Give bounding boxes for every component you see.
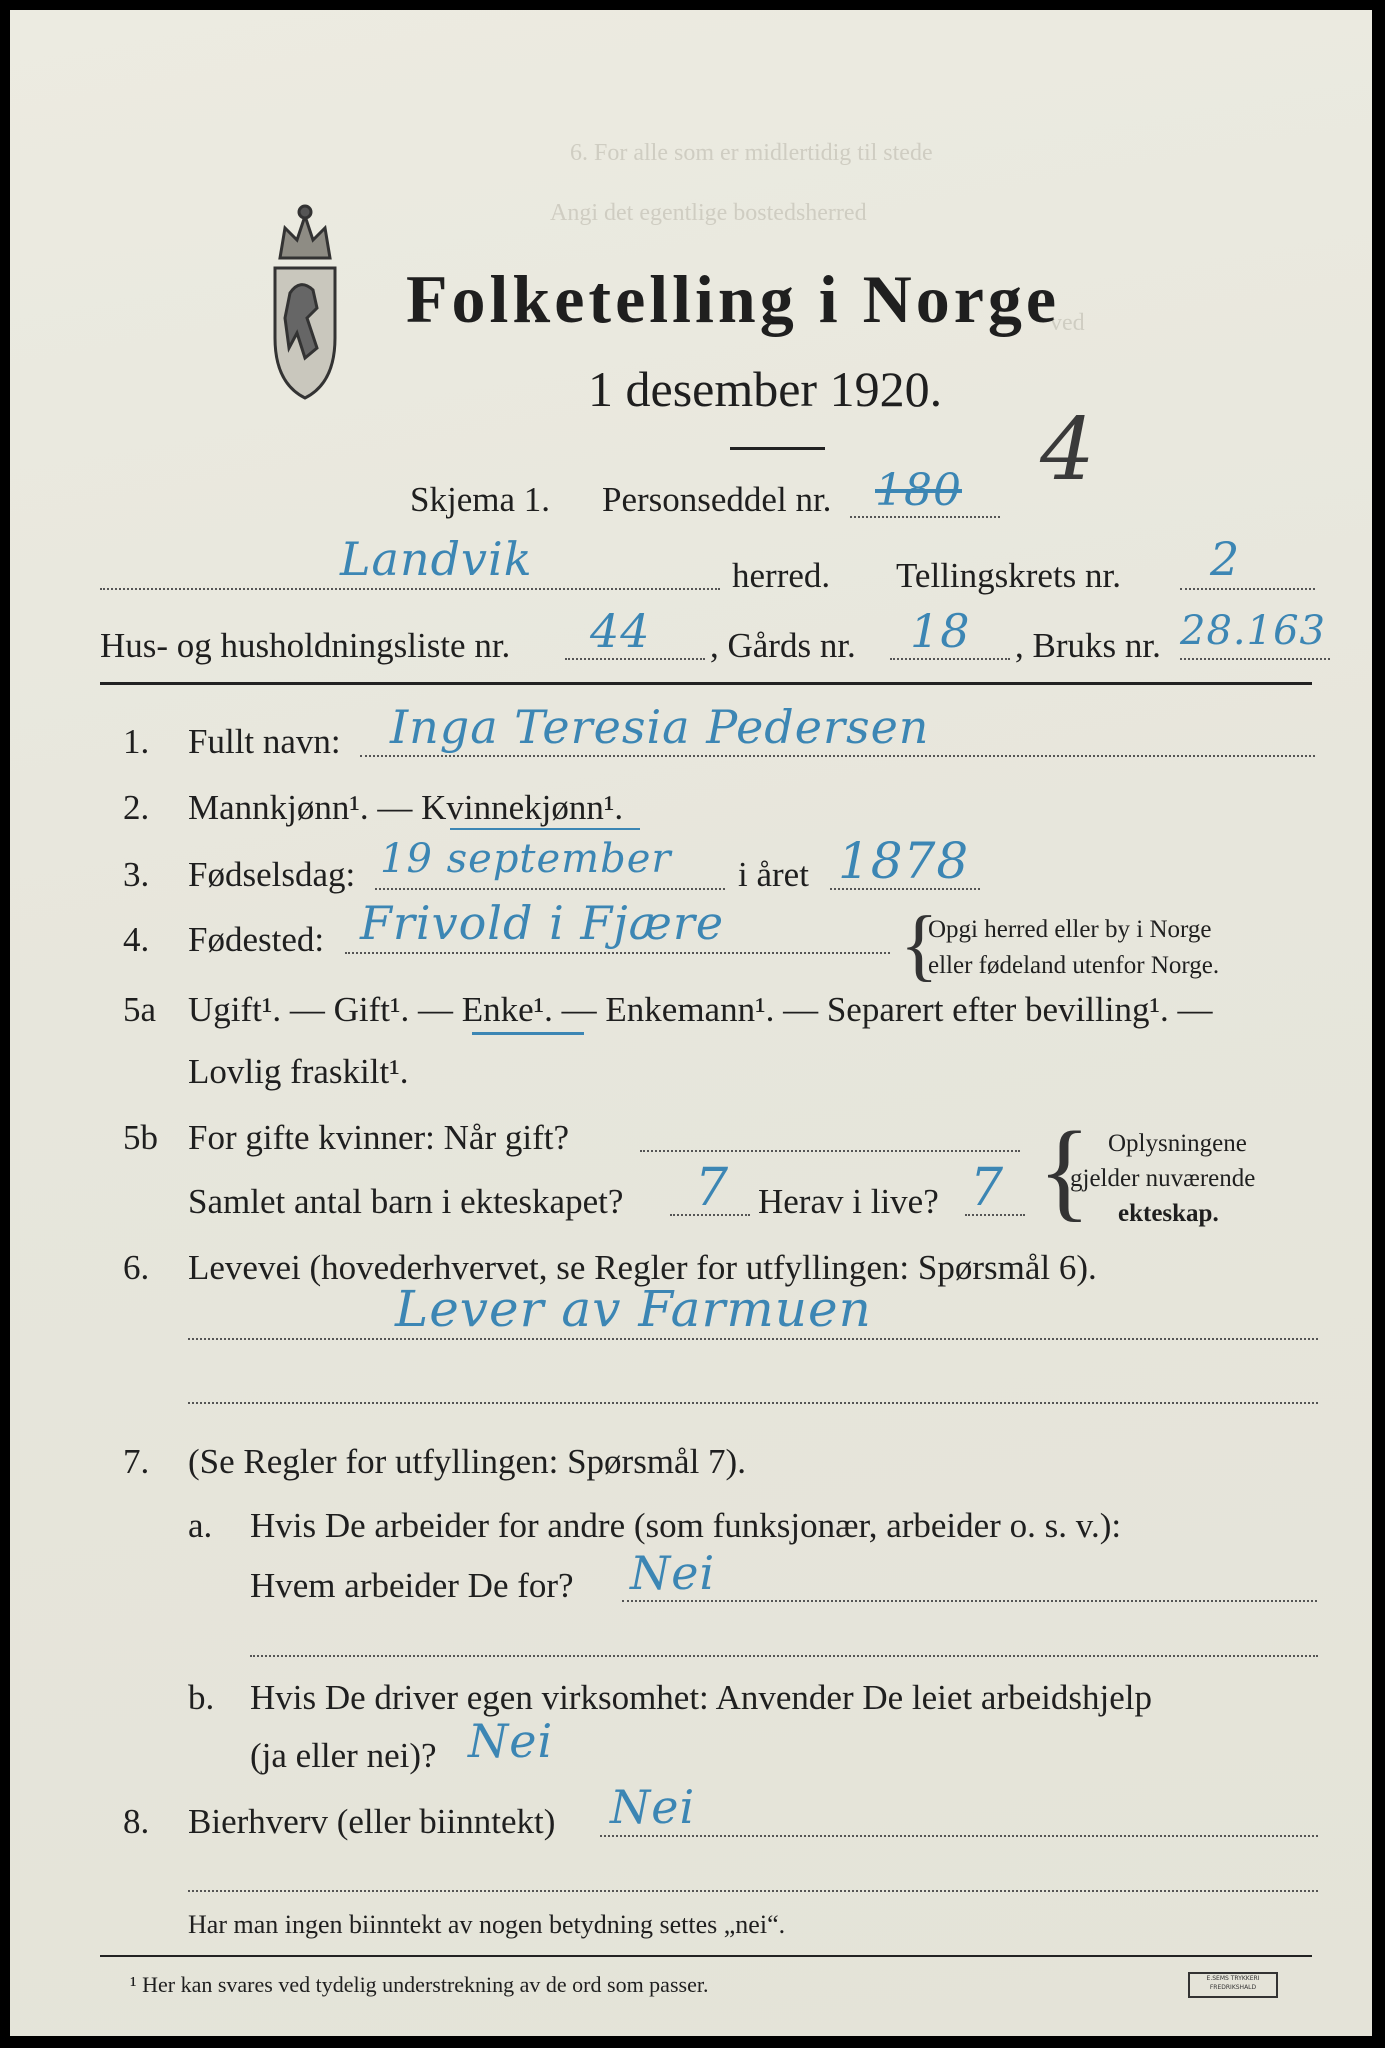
occupation-field-line1 (188, 1338, 1318, 1340)
q4-note-line2: eller fødeland utenfor Norge. (928, 952, 1220, 979)
full-name-field (360, 755, 1315, 757)
q7a-label: Hvis De arbeider for andre (som funksjonær, arbeider o. s. v.): (250, 1506, 1122, 1545)
q5a-number: 5a (123, 990, 157, 1029)
census-form-page (10, 10, 1372, 2036)
norwegian-coat-of-arms-icon (245, 198, 365, 408)
q1-label: Fullt navn: (188, 722, 341, 761)
title-divider (730, 447, 825, 450)
birth-year-value: 1878 (838, 832, 970, 890)
q3-number: 3. (123, 855, 150, 894)
tellingskrets-value: 2 (1210, 532, 1241, 586)
q5b-alive-label: Herav i live? (758, 1182, 939, 1221)
q5b-note-line2: gjelder nuværende (1070, 1165, 1256, 1192)
birthday-field (375, 888, 725, 890)
gards-label: , Gårds nr. (710, 626, 856, 665)
personseddel-value: 180 (875, 465, 962, 516)
bruks-value: 28.163 (1180, 608, 1326, 654)
q7b-label: Hvis De driver egen virksomhet: Anvender De leiet arbeidshjelp (250, 1678, 1152, 1717)
gards-field (890, 658, 1010, 660)
hired-help-value: Nei (468, 1714, 554, 1768)
employer-field-line2 (250, 1655, 1318, 1657)
q7-number: 7. (123, 1442, 150, 1481)
q5b-note-line3: ekteskap. (1118, 1200, 1219, 1227)
printer-stamp (1188, 1972, 1278, 1998)
q2-label: Mannkjønn¹. — Kvinnekjønn¹. (188, 788, 624, 827)
skjema-label: Skjema 1. (410, 480, 550, 519)
q5b-label: For gifte kvinner: Når gift? (188, 1118, 570, 1157)
q4-note-line1: Opgi herred eller by i Norge (928, 916, 1212, 943)
herred-label: herred. (732, 556, 831, 595)
gards-value: 18 (910, 604, 971, 658)
form-title: Folketelling i Norge (406, 261, 1061, 337)
birthplace-value: Frivold i Fjære (360, 896, 725, 950)
herred-field (100, 588, 720, 590)
footnote: ¹ Her kan svares ved tydelig understrekning av de ord som passer. (130, 1972, 709, 1997)
side-income-field-line2 (188, 1890, 1318, 1892)
q7a-label-2: Hvem arbeider De for? (250, 1566, 574, 1605)
q5b-children-label: Samlet antal barn i ekteskapet? (188, 1182, 624, 1221)
q5b-number: 5b (123, 1118, 158, 1157)
children-value: 7 (695, 1158, 730, 1218)
tellingskrets-label: Tellingskrets nr. (896, 556, 1122, 595)
q5b-note-line1: Oplysningene (1108, 1130, 1247, 1157)
personseddel-field (850, 516, 1000, 518)
employer-value: Nei (630, 1546, 716, 1600)
hus-value: 44 (590, 604, 651, 658)
birthplace-field (345, 952, 890, 954)
bruks-label: , Bruks nr. (1015, 626, 1161, 665)
alive-value: 7 (970, 1158, 1005, 1218)
q7b-letter: b. (188, 1678, 215, 1717)
q5b-brace: { (1038, 1109, 1091, 1231)
side-income-value: Nei (610, 1780, 696, 1834)
birthday-value: 19 september (380, 836, 672, 882)
hus-field (565, 658, 705, 660)
occupation-value: Lever av Farmuen (395, 1280, 872, 1338)
q4-brace: { (900, 901, 939, 989)
hus-label: Hus- og husholdningsliste nr. (100, 626, 511, 665)
q5a-label-2: Lovlig fraskilt¹. (188, 1052, 409, 1091)
employer-field (622, 1600, 1317, 1602)
married-date-field (640, 1150, 1020, 1152)
q7a-letter: a. (188, 1506, 213, 1545)
bruks-field (1180, 658, 1330, 660)
personseddel-corrected: 4 (1040, 400, 1096, 500)
q4-label: Fødested: (188, 920, 325, 959)
q6-number: 6. (123, 1248, 150, 1287)
header-rule (100, 682, 1312, 685)
occupation-field-line2 (188, 1402, 1318, 1404)
q8-number: 8. (123, 1802, 150, 1841)
full-name-value: Inga Teresia Pedersen (390, 700, 930, 754)
q6-label: Levevei (hovederhvervet, se Regler for utfyllingen: Spørsmål 6). (188, 1248, 1097, 1287)
herred-value: Landvik (340, 532, 533, 586)
footer-note: Har man ingen biinntekt av nogen betydning settes „nei“. (188, 1910, 786, 1939)
q4-number: 4. (123, 920, 150, 959)
printer-stamp-text: E.SEMS TRYKKERI FREDRIKSHALD (1206, 1975, 1260, 1991)
q8-label: Bierhverv (eller biinntekt) (188, 1802, 556, 1841)
q3-label: Fødselsdag: (188, 855, 356, 894)
show-through-text: Angi det egentlige bostedsherred (550, 200, 867, 226)
show-through-text: ved (1050, 310, 1085, 336)
q3-year-label: i året (738, 855, 809, 894)
form-date: 1 desember 1920. (588, 361, 943, 417)
enke-underline (472, 1032, 584, 1035)
q1-number: 1. (123, 722, 150, 761)
q2-number: 2. (123, 788, 150, 827)
q7b-label-2: (ja eller nei)? (250, 1736, 437, 1775)
q7-label: (Se Regler for utfyllingen: Spørsmål 7). (188, 1442, 746, 1481)
show-through-text: 6. For alle som er midlertidig til stede (570, 140, 933, 166)
tellingskrets-field (1180, 588, 1315, 590)
personseddel-label: Personseddel nr. (602, 480, 832, 519)
kvinnekjonn-underline (450, 828, 640, 830)
q5a-label: Ugift¹. — Gift¹. — Enke¹. — Enkemann¹. — Separert efter bevilling¹. — (188, 990, 1213, 1029)
footer-rule (100, 1955, 1312, 1957)
side-income-field (600, 1835, 1318, 1837)
